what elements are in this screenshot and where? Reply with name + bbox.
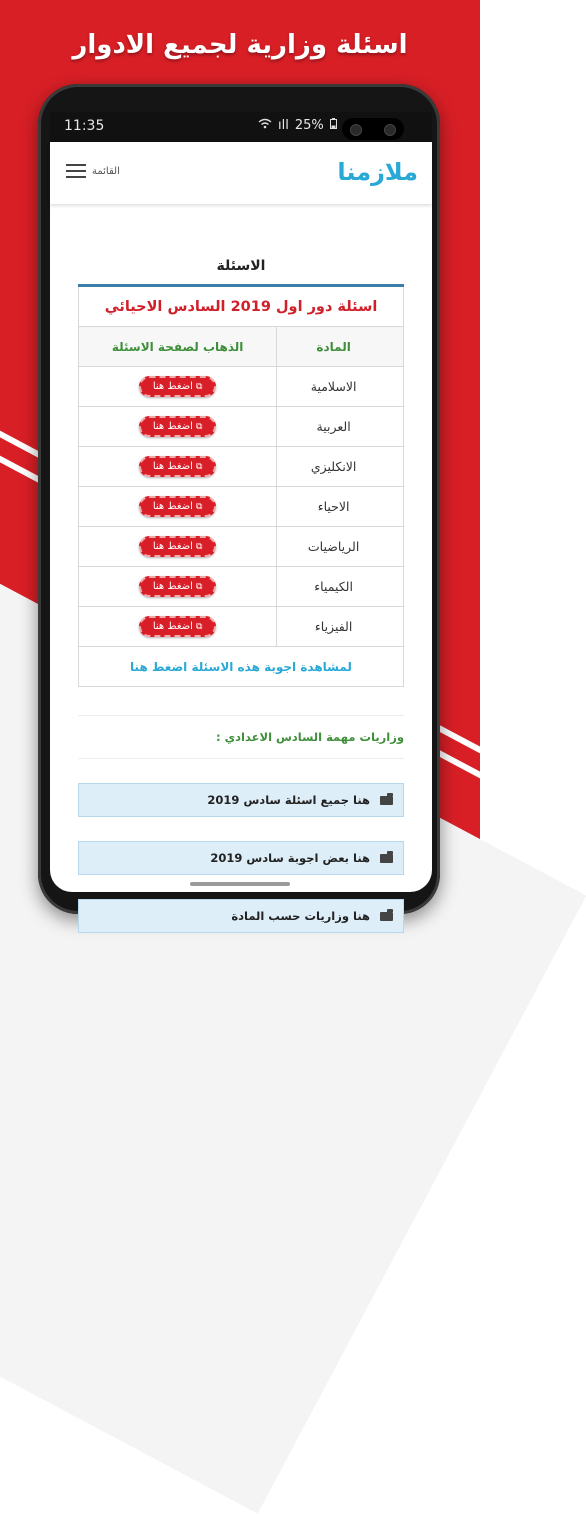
press-here-button[interactable]	[139, 496, 217, 517]
subject-name: الاحياء	[277, 487, 404, 527]
table-header-row	[79, 327, 404, 367]
press-here-button[interactable]	[139, 536, 217, 557]
header-link: الذهاب لصفحة الاسئلة	[79, 327, 277, 367]
press-here-button[interactable]	[139, 376, 217, 397]
phone-screen	[50, 112, 432, 923]
press-here-button[interactable]	[139, 616, 217, 637]
external-link-icon: ⧉	[195, 542, 203, 552]
app-header	[50, 142, 432, 204]
subject-name: العربية	[277, 407, 404, 447]
button-label: اضغط هنا	[152, 501, 193, 512]
site-logo[interactable]: ملازمنا	[337, 158, 418, 186]
camera-cutout	[342, 118, 404, 140]
link-label: هنا وزاريات حسب المادة	[231, 909, 370, 923]
menu-button[interactable]	[66, 164, 120, 178]
home-indicator[interactable]	[190, 882, 290, 886]
table-row	[79, 367, 404, 407]
subheading: وزاريات مهمة السادس الاعدادي :	[78, 715, 404, 744]
table-row	[79, 487, 404, 527]
subject-name: الرياضيات	[277, 527, 404, 567]
external-link-icon: ⧉	[195, 462, 203, 472]
battery-level: 25%	[294, 118, 324, 133]
questions-table	[78, 284, 404, 687]
folder-icon	[380, 912, 393, 921]
link-some-answers-2019[interactable]	[78, 841, 404, 875]
wifi-icon	[258, 118, 272, 133]
link-by-subject[interactable]	[78, 899, 404, 933]
press-here-button[interactable]	[139, 416, 217, 437]
table-row	[79, 407, 404, 447]
press-here-button[interactable]	[139, 576, 217, 597]
menu-label: القائمة	[92, 165, 120, 177]
subject-name: الكيمياء	[277, 567, 404, 607]
button-label: اضغط هنا	[152, 421, 193, 432]
press-here-button[interactable]	[139, 456, 217, 477]
promo-title: اسئلة وزارية لجميع الادوار	[72, 30, 408, 60]
signal-icon: ıll	[278, 118, 289, 133]
external-link-icon: ⧉	[195, 502, 203, 512]
external-link-icon: ⧉	[195, 382, 203, 392]
answers-link[interactable]: لمشاهدة اجوبة هذه الاسئلة اضغط هنا	[79, 647, 404, 687]
button-label: اضغط هنا	[152, 621, 193, 632]
status-time: 11:35	[64, 118, 105, 134]
external-link-icon: ⧉	[195, 622, 203, 632]
section-title: الاسئلة	[216, 258, 266, 274]
header-subject: المادة	[277, 327, 404, 367]
folder-icon	[380, 796, 393, 805]
battery-icon	[330, 118, 337, 133]
external-link-icon: ⧉	[195, 422, 203, 432]
divider	[78, 758, 404, 759]
subject-name: الانكليزي	[277, 447, 404, 487]
link-label: هنا جميع اسئلة سادس 2019	[207, 793, 370, 807]
table-row	[79, 607, 404, 647]
table-row	[79, 447, 404, 487]
folder-icon	[380, 854, 393, 863]
external-link-icon: ⧉	[195, 582, 203, 592]
button-label: اضغط هنا	[152, 581, 193, 592]
subject-name: الفيزياء	[277, 607, 404, 647]
table-row	[79, 567, 404, 607]
subject-name: الاسلامية	[277, 367, 404, 407]
table-row	[79, 527, 404, 567]
link-label: هنا بعض اجوبة سادس 2019	[210, 851, 370, 865]
hamburger-icon	[66, 164, 86, 178]
status-icons	[258, 118, 337, 133]
link-all-questions-2019[interactable]	[78, 783, 404, 817]
button-label: اضغط هنا	[152, 541, 193, 552]
button-label: اضغط هنا	[152, 461, 193, 472]
button-label: اضغط هنا	[152, 381, 193, 392]
answers-row	[79, 647, 404, 687]
status-bar	[50, 112, 432, 142]
table-title-row	[79, 286, 404, 327]
page-content	[50, 258, 432, 933]
table-title: اسئلة دور اول 2019 السادس الاحيائي	[79, 286, 404, 327]
